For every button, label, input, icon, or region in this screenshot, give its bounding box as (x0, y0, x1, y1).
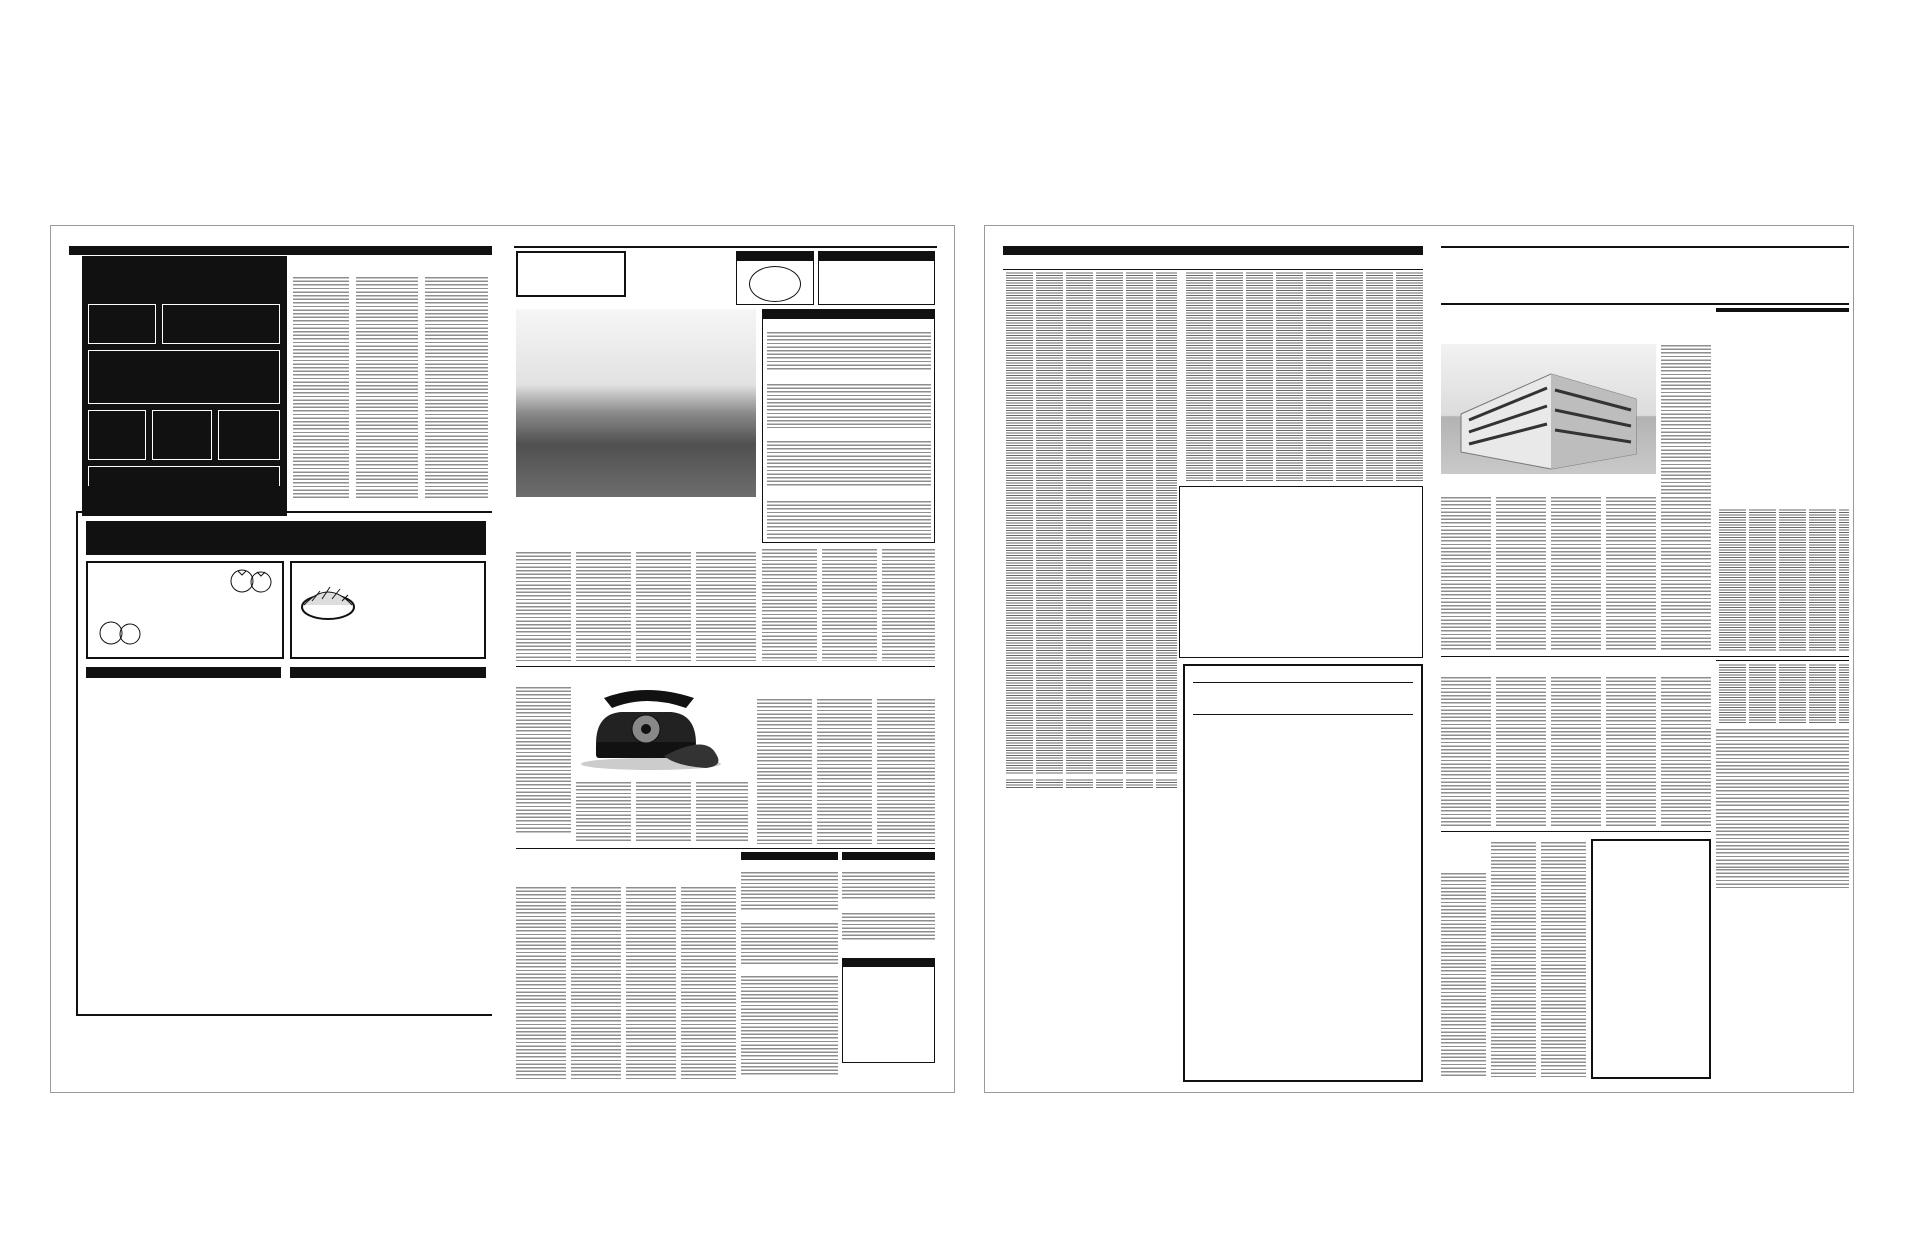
household-grocery-heading (290, 667, 486, 678)
entertainment-briefs (842, 852, 935, 952)
mutual-funds-page (1003, 246, 1423, 1084)
index-box (842, 958, 935, 1063)
tomato-sauce-feature (86, 561, 284, 659)
sale-banner (86, 521, 486, 555)
spread-local (50, 225, 955, 1093)
fund-listings (1183, 272, 1423, 482)
special-grocery-heading (86, 667, 281, 678)
market-closing-prices (1716, 308, 1849, 312)
shoe-sale-ad (82, 256, 287, 502)
in-sports-box (818, 251, 935, 305)
nyse-table (1179, 486, 1423, 658)
tomato-icon (98, 619, 144, 647)
investment-rates-box (1183, 664, 1423, 1082)
la-skyline-photo (516, 309, 756, 497)
section-bar (69, 246, 492, 255)
tomato-icon (228, 567, 274, 595)
nine-day-event (162, 304, 280, 344)
in-style-caption (749, 266, 801, 302)
apple-pie-feature (290, 561, 486, 659)
herald-front-page (514, 246, 937, 1084)
womens-sandals (88, 350, 280, 404)
business-briefs (741, 852, 838, 1081)
in-style-box (736, 251, 814, 305)
article-text (356, 276, 418, 498)
grocery-ad (76, 511, 492, 1016)
money-market-table (1193, 682, 1413, 728)
local-page (69, 246, 492, 1084)
pie-icon (298, 571, 358, 631)
sale-starts (88, 304, 156, 344)
spread-business (984, 225, 1854, 1093)
business-front-page (1441, 246, 1849, 1084)
herald-masthead (516, 251, 626, 297)
national-news-box (762, 309, 935, 543)
retail-sales-chart (1591, 839, 1711, 1079)
fund-listings (1716, 509, 1849, 651)
article-text (425, 276, 488, 498)
mens-shoes (218, 410, 280, 460)
stock-line-chart (1003, 794, 1177, 1084)
handbags (152, 410, 212, 460)
financial-markets (1716, 660, 1849, 1080)
article-text (293, 276, 349, 498)
childrens-shoes (88, 410, 146, 460)
fund-listings (1003, 272, 1177, 775)
office-building-photo (1441, 344, 1656, 474)
telephone-icon (576, 684, 726, 772)
